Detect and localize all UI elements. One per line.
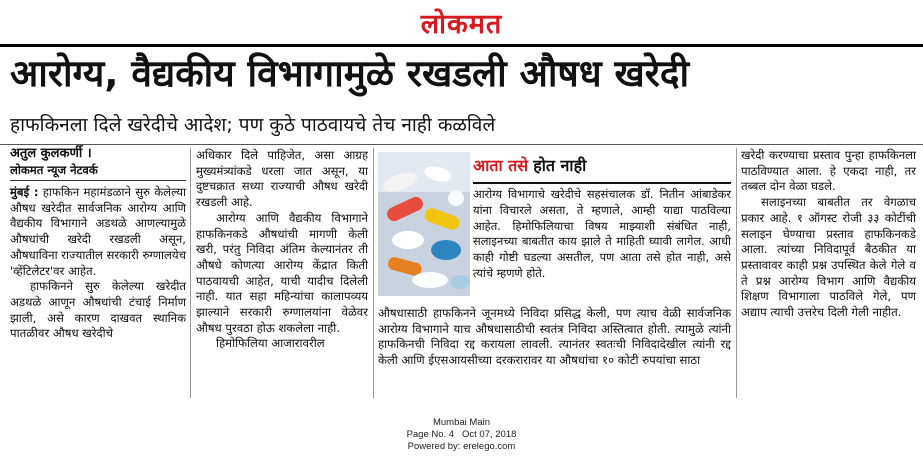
masthead bbox=[0, 0, 923, 44]
paragraph: अधिकार दिले पाहिजेत, असा आग्रह मुख्यमंत्र्यांकडे धरला जात असून, या दुष्टचक्रात सध्या राज्याची औषध खरेदी रखडली आहे. bbox=[196, 148, 368, 210]
article-headline: आरोग्य, वैद्यकीय विभागामुळे रखडली औषध खरेदी bbox=[10, 52, 690, 95]
byline-org: लोकमत न्यूज नेटवर्क bbox=[10, 163, 98, 177]
pills-photo bbox=[378, 152, 470, 296]
paragraph: सलाइनच्या बाबतीत तर वेगळाच प्रकार आहे. १ ऑगस्ट रोजी ३३ कोटींची सलाइन घेण्याचा प्रस्ताव हाफकिनकडे आला. त्यांच्या निविदापूर्व बैठकीत या प्रस्तावावर काही प्रश्न उपस्थित केले गेले व ते प्रश्न आरोग्य विभाग आणि वैद्यकीय शिक्षण विभागाला पाठविले गेले, पण अद्याप त्याची उत्तरेच दिली गेली नाहीत. bbox=[741, 195, 916, 320]
footer-page-date: Page No. 4 Oct 07, 2018 bbox=[406, 429, 517, 440]
article-subhead: हाफकिनला दिले खरेदीचे आदेश; पण कुठे पाठवायचे तेच नाही कळविले bbox=[10, 114, 496, 136]
subhead-rule bbox=[0, 144, 923, 145]
masthead-rule bbox=[0, 44, 923, 47]
footer-powered-by: Powered by: erelego.com bbox=[407, 441, 516, 452]
paragraph: हिमोफिलिया आजारावरील bbox=[216, 336, 325, 351]
paragraph: मुंबई : हाफकिन महामंडळाने सुरु केलेल्या औषध खरेदीत सार्वजनिक आरोग्य आणि वैद्यकीय विभागाने अडथळे आणल्यामुळे औषधांची खरेदी रखडली असून, औषधाविना राज्यातील सरकारी रुग्णालयेच 'व्हेंटिलेटर'वर आहेत. bbox=[10, 185, 187, 278]
pills-icon bbox=[378, 152, 470, 296]
column-divider bbox=[736, 148, 737, 398]
paragraph: औषधासाठी हाफकिनने जूनमध्ये निविदा प्रसिद्ध केली, पण त्याच वेळी सार्वजनिक आरोग्य विभागाने याच औषधासाठीची स्वतंत्र निविदा अस्तित्वात होती. त्यामुळे त्यांनी हाफकिनची निविदा रद्द करायला लावली. त्यानंतर स्वतःची निविदादेखील त्यांनी रद्द केली आणि ईएसआयसीच्या दरकरारावर या औषधांचा १० कोटी रुपयांचा साठा bbox=[378, 306, 731, 368]
sidebar-title bbox=[473, 154, 731, 180]
sidebar-box bbox=[378, 152, 731, 300]
byline-name: अतुल कुलकर्णी । bbox=[10, 146, 92, 161]
paragraph: आरोग्य आणि वैद्यकीय विभागाने हाफकिनकडे औषधांची मागणी केली खरी, परंतु निविदा अंतिम केल्यानंतर ती औषधे कोणत्या आरोग्य केंद्रात किती पाठवायची आहेत, याची यादीच दिलेली नाही. यात सहा महिन्यांचा कालापव्यय झाल्याने सरकारी रुग्णालयांना वेळेवर औषध पुरवठा होऊ शकलेला नाही. bbox=[196, 210, 368, 335]
article-column-3 bbox=[378, 306, 731, 369]
footer-edition: Mumbai Main bbox=[432, 417, 491, 428]
dateline: मुंबई : bbox=[10, 185, 39, 199]
sidebar-title-red: आता तसे bbox=[473, 156, 529, 175]
column-divider bbox=[190, 148, 191, 398]
sidebar-text: आरोग्य विभागाचे खरेदीचे सहसंचालक डॉ. नितीन आंबाडेकर यांना विचारले असता, ते म्हणाले, आम्ही याद्या पाठविल्या आहेत. हिमोफिलियाचा विषय माझ्याशी संबंधित नाही, सलाइनच्या बाबतीत काय झाले ते माहिती घ्यावी लागेल. आधी काही गोष्टी घडल्या असतील, पण आता तसे होत नाही, असे त्यांचे म्हणणे होते. bbox=[473, 187, 731, 280]
article-column-4 bbox=[741, 148, 916, 321]
article-column-2 bbox=[196, 148, 368, 352]
page-footer bbox=[0, 417, 923, 453]
paragraph: हाफकिनने सुरु केलेल्या खरेदीत अडथळे आणून औषधांची टंचाई निर्माण झाली, असे कारण दाखवत स्थानिक पातळीवर औषध खरेदीचे bbox=[10, 279, 186, 341]
paragraph: खरेदी करण्याचा प्रस्ताव पुन्हा हाफकिनला पाठविण्यात आला. हे एकदा नाही, तर तब्बल दोन वेळा घडले. bbox=[741, 148, 916, 194]
sidebar-title-black: होत नाही bbox=[533, 156, 587, 175]
sidebar-rule bbox=[473, 182, 731, 184]
newspaper-logo: लोकमत bbox=[420, 9, 503, 40]
article-column-1 bbox=[10, 146, 186, 342]
column-divider bbox=[373, 148, 374, 398]
byline-rule bbox=[10, 180, 186, 181]
